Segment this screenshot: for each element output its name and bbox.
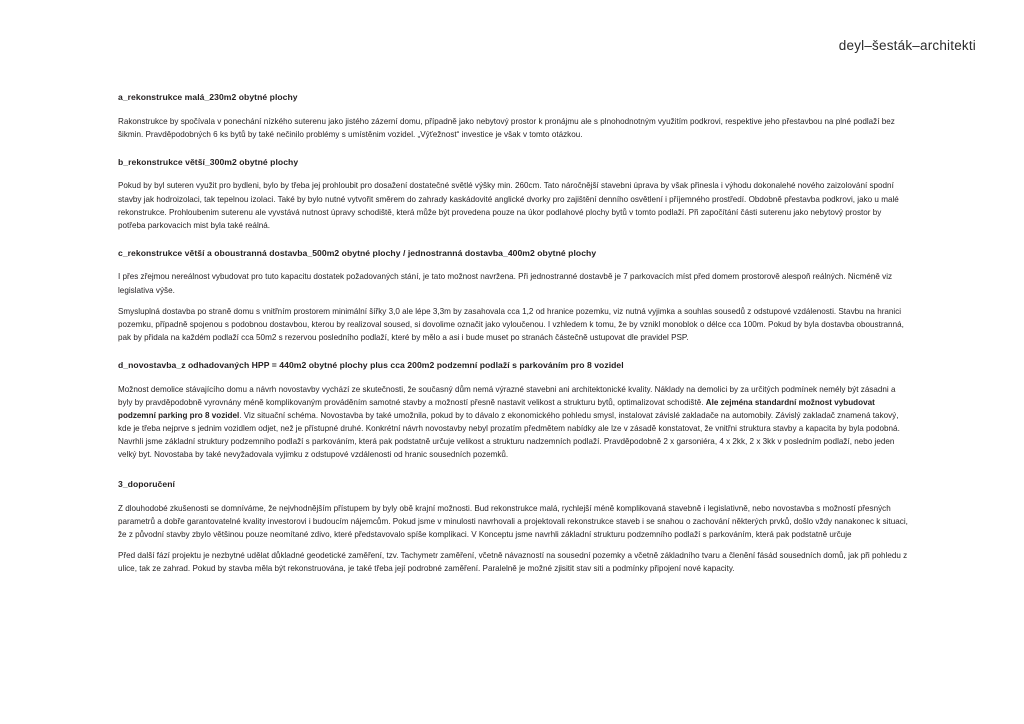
section-heading: a_rekonstrukce malá_230m2 obytné plochy bbox=[118, 92, 298, 102]
section-heading: 3_doporučení bbox=[118, 479, 175, 490]
section-paragraph: I přes zřejmou nereálnost vybudovat pro tuto kapacitu dostatek požadovaných stání, je tato možnost navržena. Při jednostranné dostavbě je 7 parkovacích míst před domem prostorově alespoň reálných. Nicméně viz legislativa výše. bbox=[118, 272, 893, 295]
section-paragraph-rich: Navrhli jsme základní struktury podzemniho podlaží s parkováním, která pak podstatně určuje velikost a strukturu nadzemních podlaží. Pravděpodobně 2 x garsoniéra, 4 x 2kk, 2 x 3kk v posledním podlaží, nebo jeden velký byt. Novostaba by také nevyžadovala vyjimku z odstupové vzdálenosti od hranic sousedních pozemků. bbox=[118, 437, 895, 460]
paragraph-spacer bbox=[118, 297, 908, 305]
section-paragraph-rich: Možnost demolice stávajícího domu a návrh novostavby vychází ze skutečnosti, že současný dům nemá výrazné stavebni ani architektonické kvality. Náklady na demolici by za určitých podmínek nemély být zásadni a byly by pravděpodobně vyrovnány méně komplikovaným prováděním samotné stavby a možností přesně nastavit velikost a strukturu bytů, optimalizovat schodiště. Ale zejména standardní možnost vybudovat podzemní parking pro 8 vozidel. Viz situační schéma. Novostavba by také umožnila, pokud by to dávalo z ekonomického pohledu smysl, instalovat závislé zakladače na automobily. Závislý zakladač znamená takový, kde je třeba nejprve s jednim vozidlem odjet, než je přístupné druhé. Konkrétní návrh novostavby nebyl prozatím předmětem nabídky ale lze v zásadě konstatovat, že vnitřni struktura stavby a kapacita by byla podobná. bbox=[118, 384, 900, 433]
paragraph-spacer bbox=[118, 541, 908, 549]
section-paragraph: Rakonstrukce by spočívala v ponechání nízkého suterenu jako jistého zázerní domu, případně jako nebytový prostor k pronájmu ale s plnohodnotným využitím podkrovi, respektive jeho přestavbou na plné podlaží bez šikmin. Pravděpodobných 6 ks bytů by také nečinilo problémy s umístěnim vozidel. „Výťežnost“ investice je však v tomto otázkou. bbox=[118, 116, 895, 139]
section-doporuceni bbox=[118, 479, 908, 575]
section-paragraph: Z dlouhodobé zkušenosti se domníváme, že nejvhodnějším přístupem by byly obě krajní možnosti. Bud rekonstrukce malá, rychlejší méně komplikovaná stavebně i legislativně, nebo novostavba s možností přesných parametrů a dobře garantovatelné kvality investorovi i budoucím nájemcům. Pokud jsme v minulosti navrhovali a projektovali rekonstrukce staveb i se snahou o zachování některých prvků, došlo vždy nanakonec k situaci, že z původní stavby zbylo většinou pouze neomítané zdivo, které představovalo spíše komplikaci. V Konceptu jsme navrhli základní strukturu podzemního podlaží s parkováním, která pak podstatně určuje bbox=[118, 503, 908, 540]
section-rekonstrukce-vetsi bbox=[118, 157, 908, 232]
section-paragraph: Pokud by byl suteren využit pro bydleni, bylo by třeba jej prohloubit pro dosažení dostatečné světlé výšky min. 260cm. Tato náročnější stavebni úprava by však přinesla i výhodu dokonalehé nového zaizolování spodní stavby jak hodroizolaci, tak tepelnou izolaci. Také by bylo nutné vytvořit směrem do zahrady kaskádovité anglické dvorky pro zajištění denního osvětlení i příjemného prostředí. Obdobně přestavba podkrovi, jako u malé rekonstrukce. Prohloubenim suterenu ale vyvstává nutnost úpravy schodiště, která může být provedena pouze na úkor podlahové plochy bytů v tomto podlaží. Při započítání části suterenu jako nebytový prostor by potřeba parkovacich mist byla také reálná. bbox=[118, 181, 899, 230]
document-body bbox=[118, 92, 908, 575]
section-rekonstrukce-dostavba bbox=[118, 248, 908, 344]
section-heading: c_rekonstrukce větší a oboustranná dostavba_500m2 obytné plochy / jednostranná dostavba_400m2 obytné plochy bbox=[118, 247, 597, 258]
section-novostavba bbox=[118, 360, 908, 461]
section-paragraph: Před další fází projektu je nezbytné udělat důkladné geodetické zaměření, tzv. Tachymetr zaměření, včetně návazností na sousední pozemky a včetně základního tvaru a členění fásád sousedních domů, jak při pohledu z ulice, tak ze zahrad. Pokud by stavba měla být rekonstruována, je také třeba její podrobné zaměření. Paralelně je možné zjisitit stav siti a podmínky připojení nové kapacity. bbox=[118, 551, 908, 574]
section-rekonstrukce-mala bbox=[118, 92, 908, 141]
section-heading: b_rekonstrukce větší_300m2 obytné plochy bbox=[118, 156, 299, 167]
section-paragraph: Smysluplná dostavba po straně domu s vnitřním prostorem minimální šířky 3,0 ale lépe 3,3m by zasahovala cca 1,2 od hranice pozemku, viz nutná vyjimka a souhlas sousedů z odstupové vzdálenosti. Stavbu na hranici pozemku, případně spojenou s podobnou dostavbou, kterou by realizoval soused, si dovolime označit jako vyloučenou. I vzhledem k tomu, že by vznikl monoblok o délce cca 100m. Pokud by byla dostavba oboustranná, pak by přidala na každém podlaží cca 50m2 s rezervou posledního podlaží, které by mělo a asi i bude muset po stranách částečně ustupovat dle pravidel PSP. bbox=[118, 306, 904, 342]
studio-logo: deyl–šesták–architekti bbox=[838, 38, 976, 53]
section-heading: d_novostavba_z odhadovaných HPP = 440m2 obytné plochy plus cca 200m2 podzemní podlaží s parkováním pro 8 vozidel bbox=[118, 359, 624, 370]
